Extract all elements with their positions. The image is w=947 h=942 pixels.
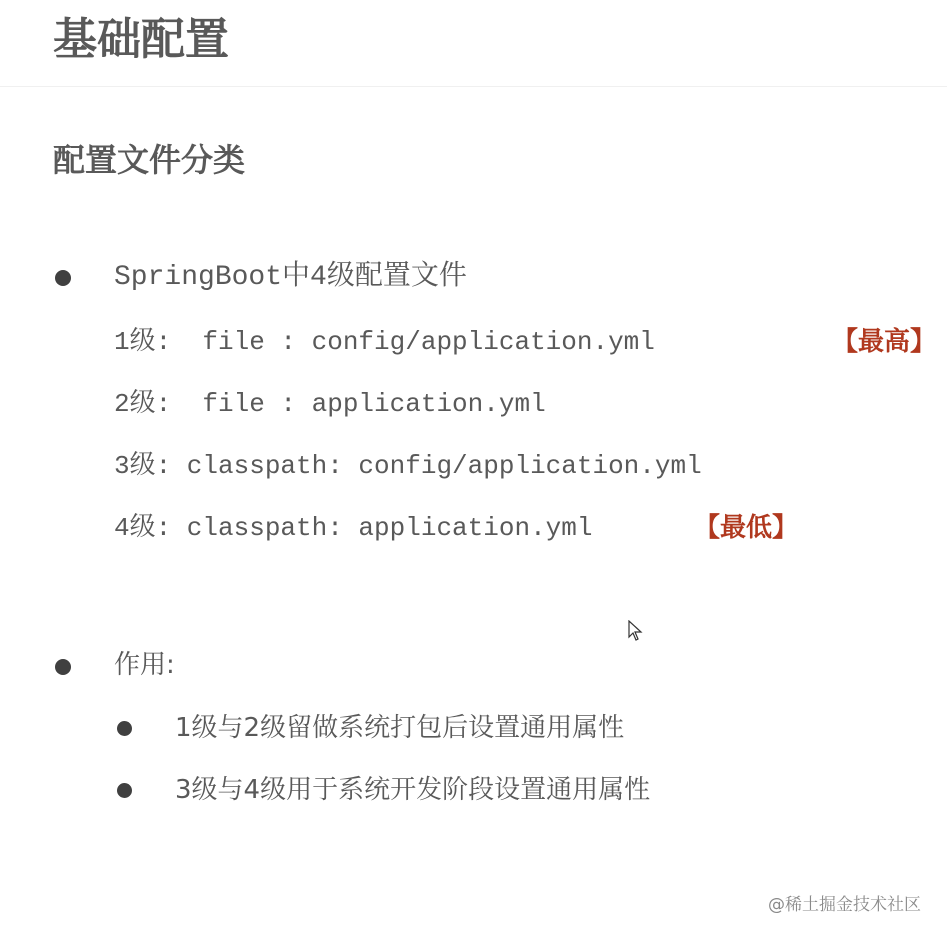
section1-heading: SpringBoot中4级配置文件 bbox=[114, 262, 467, 293]
section2-heading: 作用: bbox=[114, 650, 175, 680]
page-title: 基础配置 bbox=[53, 14, 229, 65]
sub-bullet-icon bbox=[117, 783, 132, 798]
section-subtitle: 配置文件分类 bbox=[53, 141, 246, 179]
level-2-line: 2级: file : application.yml bbox=[114, 389, 546, 419]
sub-bullet-icon bbox=[117, 721, 132, 736]
priority-highest-tag: 【最高】 bbox=[832, 327, 937, 357]
header-divider bbox=[0, 86, 947, 87]
level-3-line: 3级: classpath: config/application.yml bbox=[114, 451, 702, 481]
priority-lowest-tag: 【最低】 bbox=[694, 513, 799, 543]
usage-item-1: 1级与2级留做系统打包后设置通用属性 bbox=[175, 713, 625, 743]
bullet-icon bbox=[55, 270, 71, 286]
watermark: @稀土掘金技术社区 bbox=[768, 895, 921, 915]
usage-item-2: 3级与4级用于系统开发阶段设置通用属性 bbox=[175, 775, 651, 805]
level-1-line: 1级: file : config/application.yml bbox=[114, 327, 655, 357]
bullet-icon bbox=[55, 659, 71, 675]
mouse-cursor-icon bbox=[628, 620, 644, 642]
level-4-line: 4级: classpath: application.yml bbox=[114, 513, 593, 543]
